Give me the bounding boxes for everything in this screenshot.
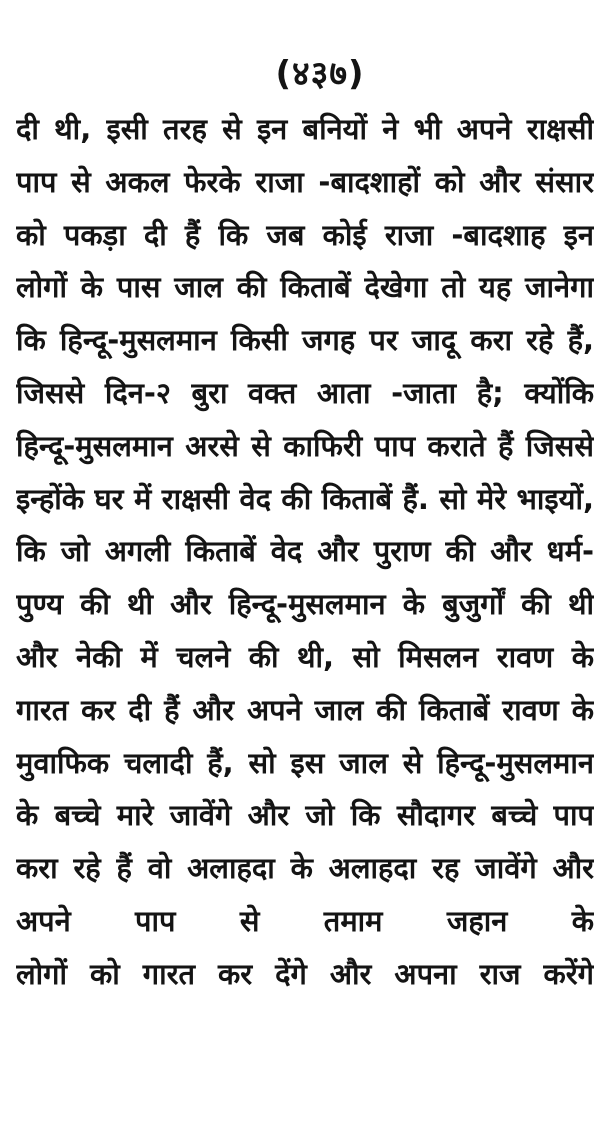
text-line: करा रहे हैं वो अलाहदा के अलाहदा रह जावेंगे और <box>16 851 594 886</box>
text-line: गारत कर दी हैं और अपने जाल की किताबें रावण के <box>16 692 594 727</box>
text-line: और नेकी में चलने की थी, सो मिसलन रावण के <box>16 639 594 674</box>
text-line: जिससे दिन-२ बुरा वक्त आता -जाता है; क्योंकि <box>16 375 594 410</box>
text-line: हिन्दू-मुसलमान अरसे से काफिरी पाप कराते हैं जिससे <box>16 428 594 463</box>
text-line: अपने पाप से तमाम जहान के <box>16 903 594 938</box>
text-line: के बच्चे मारे जावेंगे और जो कि सौदागर बच्चे पाप <box>16 798 594 833</box>
text-line: कि हिन्दू-मुसलमान किसी जगह पर जादू करा रहे हैं, <box>16 323 594 358</box>
text-line: पुण्य की थी और हिन्दू-मुसलमान के बुजुर्गों की थी <box>16 587 594 622</box>
text-line: लोगों को गारत कर देंगे और अपना राज करेंगे <box>16 956 594 991</box>
page-number: (४३७) <box>275 54 365 94</box>
body-text <box>16 103 594 1001</box>
text-line: इन्होंके घर में राक्षसी वेद की किताबें हैं. सो मेरे भाइयों, <box>16 481 594 516</box>
text-line: को पकड़ा दी हैं कि जब कोई राजा -बादशाह इन <box>16 217 594 252</box>
text-line: लोगों के पास जाल की किताबें देखेगा तो यह जानेगा <box>16 270 594 305</box>
text-line: पाप से अकल फेरके राजा -बादशाहों को और संसार <box>16 164 594 199</box>
text-line: कि जो अगली किताबें वेद और पुराण की और धर्म- <box>16 534 594 569</box>
text-line: मुवाफिक चलादी हैं, सो इस जाल से हिन्दू-मुसलमान <box>16 745 594 780</box>
text-line: दी थी, इसी तरह से इन बनियों ने भी अपने राक्षसी <box>16 112 594 146</box>
